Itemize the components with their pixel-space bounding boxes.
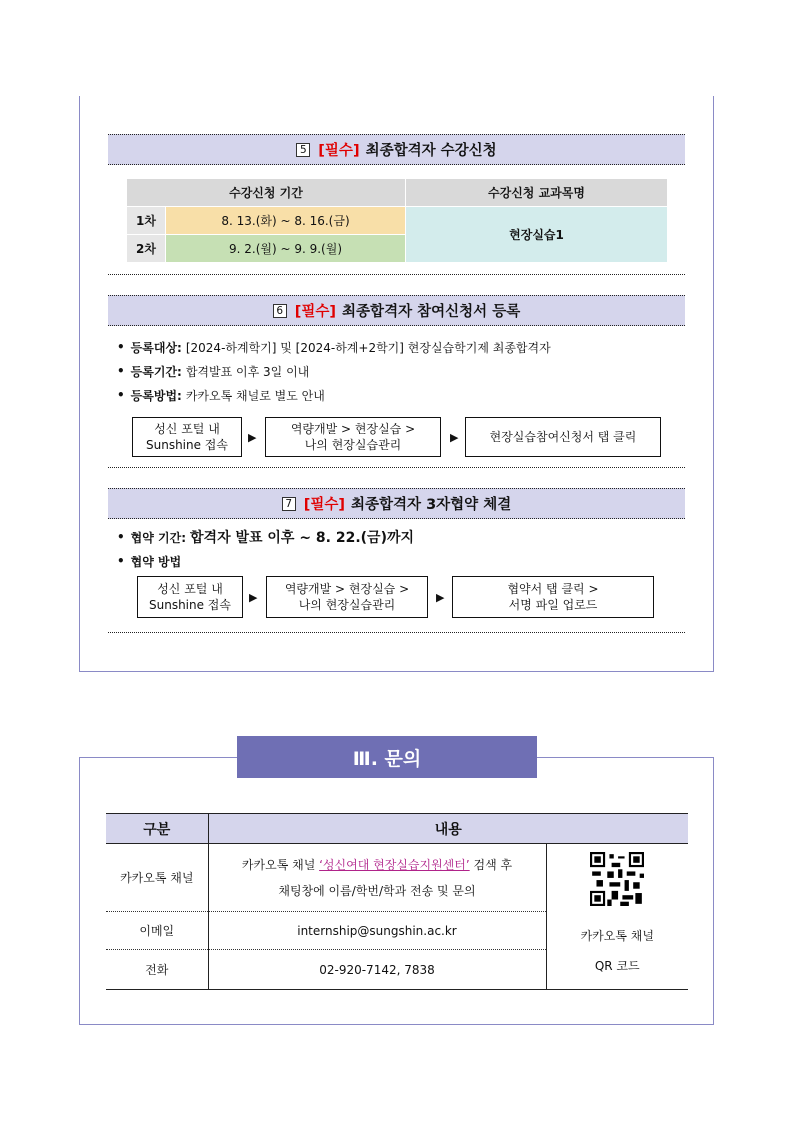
section5-heading [108, 134, 685, 165]
arrow-right-icon: ▶ [436, 591, 445, 604]
section5-required: [필수] [318, 143, 360, 159]
section6-flow-step3 [465, 417, 661, 457]
bullet-text: 카카오톡 채널로 별도 안내 [185, 388, 325, 403]
schedule-head-period: 수강신청 기간 [127, 179, 406, 207]
inquiry-title: Ⅲ. 문의 [237, 736, 537, 778]
section6-heading [108, 295, 685, 326]
section6-required: [필수] [294, 304, 337, 320]
inquiry-head-content: 내용 [208, 814, 688, 844]
list-item: • 등록기간: 합격발표 이후 3일 이내 [117, 364, 310, 379]
schedule-course: 현장실습1 [406, 207, 668, 263]
list-item: • 협약 방법 [117, 554, 182, 569]
section7-flow-step1 [137, 576, 243, 618]
flow-step-text: 나의 현장실습관리 [304, 438, 402, 452]
inquiry-email-label: 이메일 [106, 912, 208, 950]
schedule-round-label: 1차 [127, 207, 166, 235]
inquiry-phone-label: 전화 [106, 950, 208, 990]
kakao-text: 검색 후 [469, 857, 513, 872]
section7-required: [필수] [303, 497, 345, 513]
bullet-text: 합격발표 이후 3일 이내 [185, 364, 310, 379]
bullet-key: 협약 기간: [130, 530, 187, 545]
section7-bullets [117, 525, 414, 573]
section5-number: 5 [296, 143, 310, 157]
qr-caption: 카카오톡 채널 [580, 929, 654, 943]
inquiry-table [106, 813, 688, 990]
section5-title: 최종합격자 수강신청 [365, 143, 497, 159]
flow-step-text: 협약서 탭 클릭 > [507, 582, 599, 596]
kakao-text: 채팅창에 이름/학번/학과 전송 및 문의 [278, 883, 476, 898]
inquiry-head-category: 구분 [106, 814, 208, 844]
bullet-key: 협약 방법 [130, 554, 182, 569]
qr-code-icon[interactable] [590, 852, 644, 906]
qr-cell [546, 844, 688, 990]
section7-flow-step2 [266, 576, 428, 618]
flow-step-text: 나의 현장실습관리 [298, 598, 396, 612]
table-row [106, 844, 688, 912]
bullet-text: [2024-하계학기] 및 [2024-하계+2학기] 현장실습학기제 최종합격자 [185, 340, 551, 355]
section6-divider [108, 467, 685, 468]
section7-divider [108, 632, 685, 633]
section5-divider [108, 274, 685, 275]
qr-caption: QR 코드 [594, 959, 640, 973]
flow-step-text: 성신 포털 내 [157, 582, 223, 596]
kakao-text: 카카오톡 채널 [241, 857, 320, 872]
section6-title: 최종합격자 참여신청서 등록 [342, 304, 521, 320]
section6-number: 6 [273, 304, 287, 318]
list-item: • 등록대상: [2024-하계학기] 및 [2024-하계+2학기] 현장실습학기제 최종합격자 [117, 340, 551, 355]
schedule-round-label: 2차 [127, 235, 166, 263]
schedule-head-course: 수강신청 교과목명 [406, 179, 668, 207]
schedule-table [126, 178, 668, 263]
section7-number: 7 [282, 497, 296, 511]
arrow-right-icon: ▶ [450, 431, 459, 444]
inquiry-phone-value: 02-920-7142, 7838 [208, 950, 546, 990]
bullet-text: 합격자 발표 이후 ~ 8. 22.(금)까지 [190, 530, 415, 546]
section6-bullets [117, 335, 551, 407]
arrow-right-icon: ▶ [249, 591, 258, 604]
section6-flow-step2 [265, 417, 441, 457]
section7-heading [108, 488, 685, 519]
inquiry-email-value[interactable]: internship@sungshin.ac.kr [208, 912, 546, 950]
flow-step-text: 성신 포털 내 [154, 422, 220, 436]
flow-step-text: 역량개발 > 현장실습 > [284, 582, 410, 596]
flow-step-text: 현장실습참여신청서 탭 클릭 [489, 430, 637, 444]
bullet-key: 등록기간: [130, 364, 182, 379]
flow-step-text: Sunshine 접속 [145, 438, 228, 452]
bullet-key: 등록방법: [130, 388, 182, 403]
flow-step-text: 역량개발 > 현장실습 > [290, 422, 416, 436]
flow-step-text: 서명 파일 업로드 [508, 598, 598, 612]
kakao-channel-link[interactable]: ‘성신여대 현장실습지원센터’ [319, 857, 470, 872]
bullet-key: 등록대상: [130, 340, 182, 355]
schedule-date: 9. 2.(월) ~ 9. 9.(월) [166, 235, 406, 263]
arrow-right-icon: ▶ [248, 431, 257, 444]
table-row [127, 207, 668, 235]
inquiry-kakao-content [208, 844, 546, 912]
inquiry-kakao-label: 카카오톡 채널 [106, 844, 208, 912]
list-item: • 등록방법: 카카오톡 채널로 별도 안내 [117, 388, 325, 403]
list-item: • 협약 기간: 합격자 발표 이후 ~ 8. 22.(금)까지 [117, 525, 414, 549]
section7-title: 최종합격자 3자협약 체결 [351, 497, 512, 513]
section6-flow-step1 [132, 417, 242, 457]
schedule-date: 8. 13.(화) ~ 8. 16.(금) [166, 207, 406, 235]
flow-step-text: Sunshine 접속 [148, 598, 231, 612]
section7-flow-step3 [452, 576, 654, 618]
